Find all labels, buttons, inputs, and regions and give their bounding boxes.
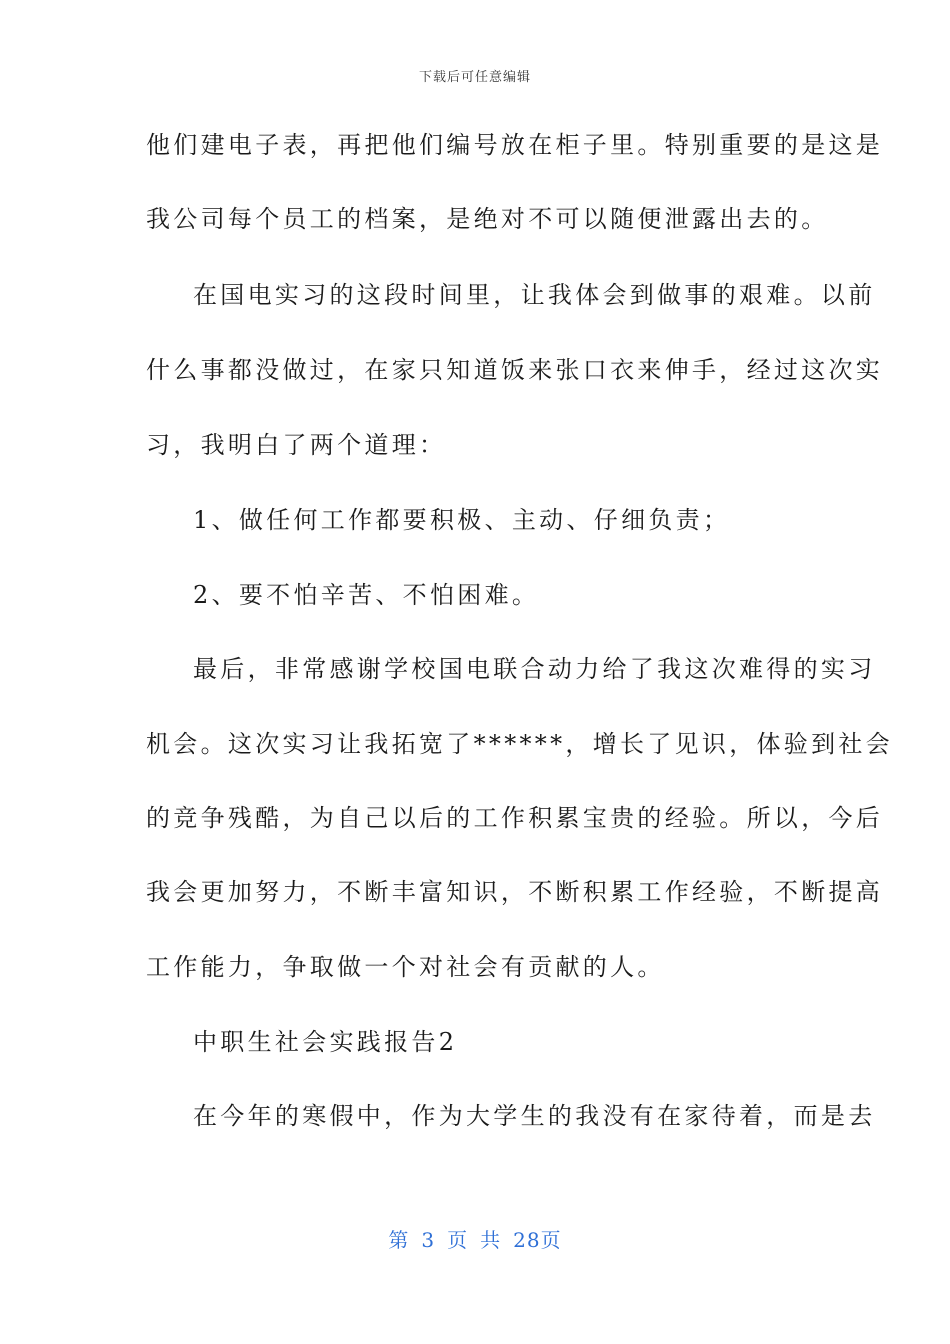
- list-item-2: 2、要不怕辛苦、不怕困难。: [193, 581, 540, 609]
- body-line-14: 在今年的寒假中，作为大学生的我没有在家待着，而是去: [193, 1102, 876, 1130]
- footer-total: 28页: [513, 1228, 562, 1252]
- body-line-8: 最后，非常感谢学校国电联合动力给了我这次难得的实习: [193, 655, 876, 683]
- body-line-3: 在国电实习的这段时间里，让我体会到做事的艰难。以前: [193, 281, 876, 309]
- body-line-11: 我会更加努力，不断丰富知识，不断积累工作经验，不断提高: [146, 878, 884, 906]
- page-header: 下载后可任意编辑: [418, 70, 531, 85]
- list-item-1: 1、做任何工作都要积极、主动、仔细负责；: [193, 506, 731, 534]
- body-line-1: 他们建电子表，再把他们编号放在柜子里。特别重要的是这是: [146, 131, 884, 159]
- page-footer: [0, 1224, 950, 1253]
- body-line-9: 机会。这次实习让我拓宽了******，增长了见识，体验到社会: [146, 730, 893, 758]
- footer-middle: 页: [447, 1228, 469, 1252]
- body-line-4: 什么事都没做过，在家只知道饭来张口衣来伸手，经过这次实: [146, 356, 884, 384]
- footer-prefix: 第: [388, 1228, 410, 1252]
- section-title: 中职生社会实践报告2: [193, 1028, 458, 1056]
- footer-total-label: 共: [480, 1228, 502, 1252]
- body-line-12: 工作能力，争取做一个对社会有贡献的人。: [146, 953, 665, 981]
- body-line-5: 习，我明白了两个道理：: [146, 431, 447, 459]
- body-line-2: 我公司每个员工的档案，是绝对不可以随便泄露出去的。: [146, 205, 829, 233]
- body-line-10: 的竞争残酷，为自己以后的工作积累宝贵的经验。所以，今后: [146, 804, 884, 832]
- footer-page-number: 3: [421, 1228, 436, 1252]
